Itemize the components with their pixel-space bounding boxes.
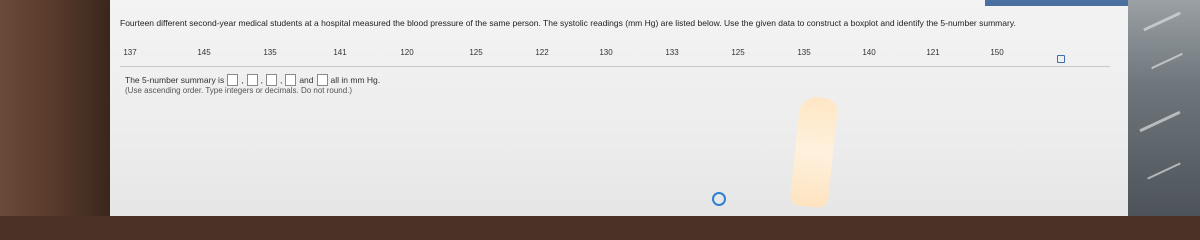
answer-input-median[interactable] [266, 74, 277, 86]
answer-input-q1[interactable] [247, 74, 258, 86]
answer-input-max[interactable] [317, 74, 328, 86]
reading-value: 145 [197, 48, 211, 57]
reading-value: 125 [731, 48, 745, 57]
right-bezel [1128, 0, 1200, 216]
reading-value: 133 [665, 48, 679, 57]
readings-row [110, 48, 1128, 62]
answer-units-label: all in mm Hg. [330, 75, 381, 85]
answer-line: The 5-number summary is , , , and all in mm Hg. [125, 75, 381, 85]
radio-button-icon[interactable] [712, 192, 726, 206]
copy-data-icon[interactable] [1057, 55, 1065, 63]
reading-value: 135 [797, 48, 811, 57]
reading-value: 137 [123, 48, 137, 57]
reading-value: 120 [400, 48, 414, 57]
answer-prefix: The 5-number summary is [125, 75, 225, 85]
reading-value: 135 [263, 48, 277, 57]
reading-value: 125 [469, 48, 483, 57]
left-bezel [0, 0, 110, 216]
screen [110, 0, 1128, 216]
reading-value: 122 [535, 48, 549, 57]
reading-value: 130 [599, 48, 613, 57]
answer-input-min[interactable] [227, 74, 238, 86]
reading-value: 141 [333, 48, 347, 57]
reading-value: 140 [862, 48, 876, 57]
divider [120, 66, 1110, 67]
reading-value: 121 [926, 48, 940, 57]
question-text: Fourteen different second-year medical students at a hospital measured the blood pressure of the same person. The systolic readings (mm Hg) are listed below. Use the given data to construct a boxplot and identify the 5-number summary. [120, 18, 1016, 28]
top-toolbar-strip [985, 0, 1128, 6]
answer-and-label: and [299, 75, 314, 85]
answer-hint: (Use ascending order. Type integers or decimals. Do not round.) [125, 86, 353, 95]
answer-input-q3[interactable] [285, 74, 296, 86]
reading-value: 150 [990, 48, 1004, 57]
